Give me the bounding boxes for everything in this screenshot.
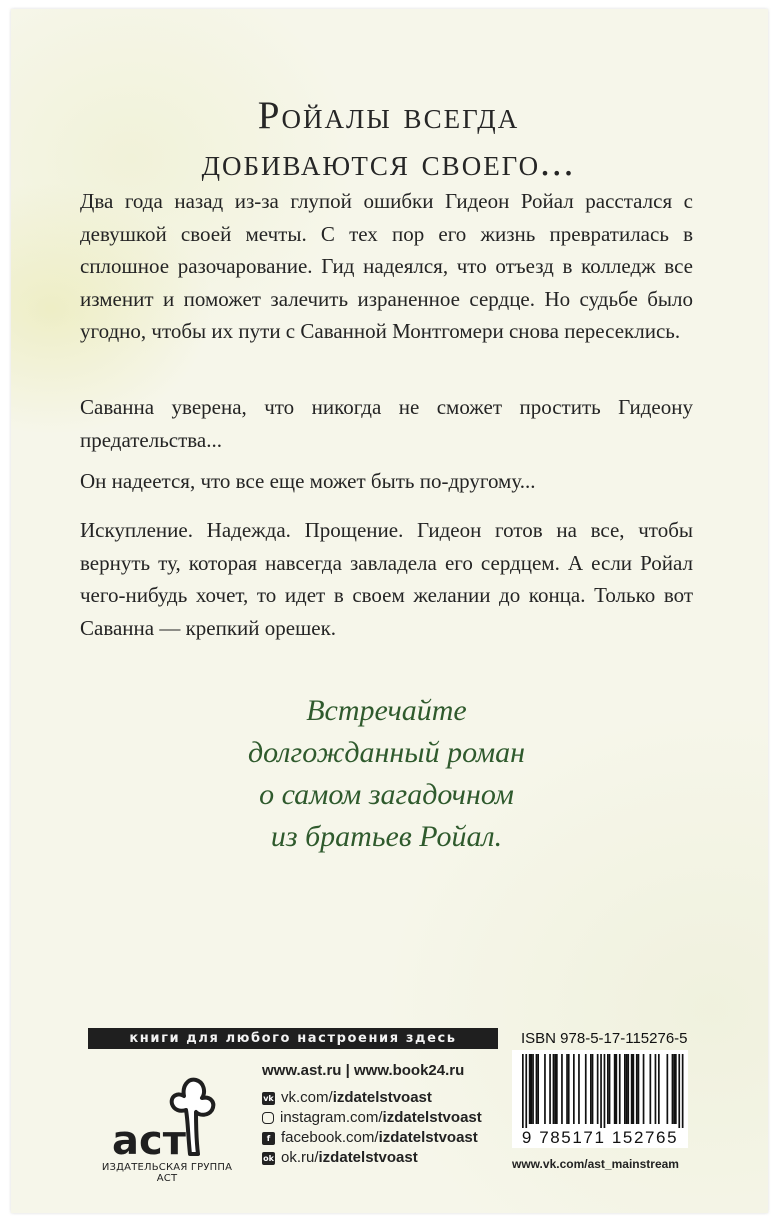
- imprint-label: ИЗДАТЕЛЬСКАЯ ГРУППА АСТ: [101, 1162, 233, 1184]
- vk-url[interactable]: www.vk.com/ast_mainstream: [512, 1157, 679, 1171]
- barcode-bar: [585, 1054, 587, 1124]
- barcode-bar: [597, 1054, 599, 1124]
- barcode-bar: [561, 1054, 563, 1124]
- barcode-bar: [566, 1054, 568, 1124]
- barcode-bar: [609, 1054, 611, 1124]
- synopsis-paragraph-4: Искупление. Надежда. Прощение. Гидеон готов на все, чтобы вернуть ту, которая навсегда завладела его сердцем. А если Ройал чего-нибудь хочет, то идет в своем желании до конца. Только вот Саванна — крепкий орешек.: [80, 518, 693, 640]
- barcode-bar: [682, 1054, 684, 1130]
- isbn: ISBN 978-5-17-115276-5: [521, 1030, 688, 1047]
- barcode-bar: [556, 1054, 558, 1124]
- barcode-digits: 9 785171 152765: [512, 1128, 688, 1148]
- social-handle: izdatelstvoast: [332, 1089, 432, 1106]
- barcode-bar: [650, 1054, 652, 1124]
- barcode-bar: [549, 1054, 551, 1124]
- synopsis-paragraph-3: Он надеется, что все еще может быть по-другому...: [80, 469, 536, 493]
- social-prefix: vk.com/: [281, 1089, 333, 1106]
- barcode-bar: [655, 1054, 657, 1124]
- barcode-bar: [638, 1054, 640, 1124]
- social-link-ok[interactable]: [262, 1148, 482, 1168]
- vk-icon: vk: [263, 1093, 274, 1103]
- social-link-facebook[interactable]: [262, 1128, 482, 1148]
- social-links: [262, 1088, 482, 1168]
- ok-icon: ok: [263, 1153, 274, 1163]
- barcode-bar: [643, 1054, 645, 1124]
- barcode-bar: [536, 1054, 538, 1124]
- tagline-line-2: долгожданный роман: [247, 736, 526, 769]
- barcode-bar: [658, 1054, 660, 1124]
- barcode-bar: [590, 1054, 592, 1124]
- social-prefix: facebook.com/: [281, 1129, 379, 1146]
- synopsis-paragraph-2: Саванна уверена, что никогда не сможет простить Гидеону предательства...: [80, 395, 693, 452]
- tagline-line-4: из братьев Ройал.: [270, 820, 503, 853]
- barcode-bar: [636, 1054, 638, 1124]
- barcode-bar: [532, 1054, 534, 1124]
- barcode-bar: [525, 1054, 527, 1130]
- barcode-bar: [619, 1054, 621, 1124]
- title-line-2: добиваются своего...: [201, 141, 576, 184]
- barcode-bar: [616, 1054, 618, 1124]
- barcode-bar: [573, 1054, 575, 1124]
- barcode-bar: [537, 1054, 539, 1124]
- social-handle: izdatelstvoast: [318, 1149, 418, 1166]
- social-handle: izdatelstvoast: [382, 1109, 482, 1126]
- tagline-line-1: Встречайте: [306, 694, 467, 727]
- barcode-bar: [673, 1054, 675, 1124]
- barcode-bar: [607, 1054, 609, 1124]
- barcode-bar: [531, 1054, 533, 1124]
- barcode-bar: [568, 1054, 570, 1124]
- barcode-bar: [627, 1054, 629, 1124]
- barcode-bar: [604, 1054, 606, 1130]
- barcode-bar: [678, 1054, 680, 1130]
- barcode-bar: [522, 1054, 524, 1130]
- barcode-bar: [633, 1054, 635, 1124]
- logo-text: аст: [112, 1118, 186, 1164]
- barcode-bar: [600, 1054, 602, 1130]
- barcode-bar: [553, 1054, 555, 1124]
- barcode-bar: [626, 1054, 628, 1124]
- website-links[interactable]: www.ast.ru | www.book24.ru: [262, 1062, 465, 1079]
- barcode-bar: [675, 1054, 677, 1124]
- cover-title: [30, 92, 747, 186]
- tagline: [80, 690, 693, 858]
- instagram-icon: [262, 1112, 274, 1124]
- facebook-icon: f: [262, 1132, 275, 1145]
- barcode-bar: [614, 1054, 616, 1124]
- barcode-bar: [529, 1054, 531, 1124]
- tagline-line-3: о самом загадочном: [259, 778, 514, 811]
- barcode-bar: [624, 1054, 626, 1124]
- synopsis-paragraph-1: Два года назад из-за глупой ошибки Гидеон Ройал расстался с девушкой своей мечты. С тех пор его жизнь превратилась в сплошное разочарование. Гид надеялся, что отъезд в колледж все изменит и поможет залечить израненное сердце. Но судьбе было угодно, чтобы их пути с Саванной Монтгомери снова пересеклись.: [80, 189, 693, 343]
- barcode-bar: [667, 1054, 669, 1124]
- social-link-vk[interactable]: [262, 1088, 482, 1108]
- barcode-bar: [544, 1054, 546, 1124]
- barcode-bars: [512, 1050, 688, 1130]
- promo-strip: книги для любого настроения здесь: [88, 1028, 498, 1049]
- social-prefix: instagram.com/: [280, 1109, 383, 1126]
- social-link-instagram[interactable]: [262, 1108, 482, 1128]
- social-handle: izdatelstvoast: [378, 1129, 478, 1146]
- ast-tree-icon: [92, 1066, 242, 1166]
- barcode-bar: [672, 1054, 674, 1124]
- social-prefix: ok.ru/: [281, 1149, 319, 1166]
- title-line-1: Ройалы всегда: [257, 94, 520, 137]
- barcode-bar: [592, 1054, 594, 1124]
- barcode-bar: [554, 1054, 556, 1124]
- barcode-bar: [578, 1054, 580, 1124]
- barcode-bar: [631, 1054, 633, 1124]
